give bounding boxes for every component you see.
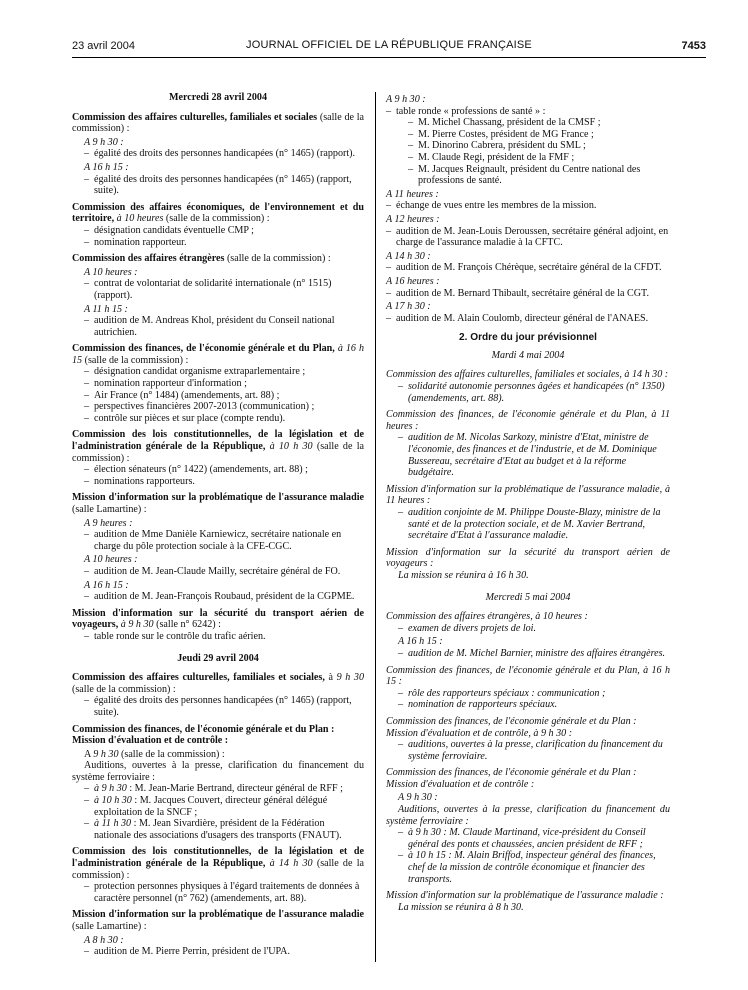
item-list bbox=[386, 688, 670, 711]
list-item: – élection sénateurs (n° 1422) (amendements, art. 88) ; bbox=[84, 464, 364, 476]
time-slot: A 11 h 15 : bbox=[84, 303, 128, 315]
time-slot: A 10 heures : bbox=[84, 266, 138, 278]
block-title: Commission des lois constitutionnelles, de la législation et de l'administration générale de la République, à 10 h 30 (salle de la commission) : bbox=[72, 429, 364, 464]
block-title: Mission d'information sur la problématique de l'assurance maladie (salle Lamartine) : bbox=[72, 909, 364, 932]
page-header bbox=[72, 36, 706, 56]
time-slot: A 16 heures : bbox=[386, 275, 440, 287]
list-item: – table ronde sur le contrôle du trafic aérien. bbox=[84, 631, 364, 643]
item-list bbox=[72, 148, 364, 160]
time-slot: A 14 h 30 : bbox=[386, 250, 431, 262]
item-list bbox=[72, 225, 364, 248]
item-list bbox=[72, 946, 364, 958]
section-heading: 2. Ordre du jour prévisionnel bbox=[459, 332, 597, 344]
item-list bbox=[386, 381, 670, 404]
list-item: – M. Pierre Costes, président de MG France ; bbox=[408, 129, 670, 141]
list-item: – audition de Mme Danièle Karniewicz, secrétaire nationale en charge du pôle protection sociale à la CFE-CGC. bbox=[84, 529, 364, 552]
block-title: Mission d'information sur la problématique de l'assurance maladie (salle Lamartine) : bbox=[72, 492, 364, 515]
agenda-block bbox=[72, 846, 364, 904]
list-item: – audition de M. Pierre Perrin, président de l'UPA. bbox=[84, 946, 364, 958]
list-item: – égalité des droits des personnes handicapées (n° 1465) (rapport, suite). bbox=[84, 174, 364, 197]
page-number: 7453 bbox=[681, 40, 706, 52]
block-title: Commission des affaires culturelles, familiales et sociales, à 14 h 30 : bbox=[386, 369, 669, 381]
item-list bbox=[386, 623, 670, 635]
item-list bbox=[386, 288, 670, 300]
agenda-block bbox=[72, 343, 364, 424]
item-list bbox=[72, 783, 364, 841]
list-item: – audition de M. Jean-Louis Deroussen, secrétaire général adjoint, en charge de l'assurance maladie à la CFTC. bbox=[386, 226, 670, 249]
item-list bbox=[72, 366, 364, 424]
note-text: La mission se réunira à 8 h 30. bbox=[398, 901, 524, 913]
list-item: – désignation candidats éventuelle CMP ; bbox=[84, 225, 364, 237]
time-slot: A 16 h 15 : bbox=[84, 161, 129, 173]
list-item: – échange de vues entre les membres de la mission. bbox=[386, 200, 670, 212]
agenda-block bbox=[386, 547, 670, 582]
agenda-block bbox=[72, 608, 364, 643]
time-slot: A 9 h 30 : bbox=[386, 94, 426, 105]
agenda-block bbox=[386, 767, 670, 885]
agenda-block bbox=[386, 409, 670, 479]
day-heading: Mercredi 5 mai 2004 bbox=[485, 591, 571, 603]
intro-text: Auditions, ouvertes à la presse, clarification du financement du système ferroviaire : bbox=[386, 804, 670, 827]
list-item: – à 9 h 30 : M. Jean-Marie Bertrand, directeur général de RFF ; bbox=[84, 783, 364, 795]
item-list bbox=[386, 262, 670, 274]
journal-title: JOURNAL OFFICIEL DE LA RÉPUBLIQUE FRANÇAISE bbox=[246, 39, 532, 51]
list-item: – protection personnes physiques à l'égard traitements de données à caractère personnel (n° 762) (amendements, art. 88). bbox=[84, 881, 364, 904]
agenda-block bbox=[72, 253, 364, 338]
block-title: Mission d'information sur la problématique de l'assurance maladie : bbox=[386, 890, 664, 902]
list-item: – égalité des droits des personnes handicapées (n° 1465) (rapport, suite). bbox=[84, 695, 364, 718]
agenda-block bbox=[72, 112, 364, 197]
list-item: – audition conjointe de M. Philippe Douste-Blazy, ministre de la santé et de la protection sociale, et de M. Xavier Bertrand, secrétaire d'Etat à l'assurance maladie. bbox=[398, 507, 670, 542]
time-slot: A 8 h 30 : bbox=[84, 934, 124, 946]
list-item: – audition de M. Andreas Khol, président du Conseil national autrichien. bbox=[84, 315, 364, 338]
time-slot: A 17 h 30 : bbox=[386, 301, 431, 313]
item-list bbox=[72, 591, 364, 603]
list-item: – audition de M. Michel Barnier, ministre des affaires étrangères. bbox=[398, 648, 670, 660]
time-slot: A 11 heures : bbox=[386, 188, 439, 200]
block-title: Commission des finances, de l'économie générale et du Plan, à 16 h 15 : bbox=[386, 664, 670, 688]
list-item: – table ronde « professions de santé » : bbox=[386, 106, 670, 118]
day-heading: Mardi 4 mai 2004 bbox=[491, 349, 565, 361]
item-list bbox=[386, 200, 670, 212]
block-title: Commission des affaires étrangères, à 10 heures : bbox=[386, 611, 588, 623]
list-item: – égalité des droits des personnes handicapées (n° 1465) (rapport). bbox=[84, 148, 364, 160]
list-item: – à 9 h 30 : M. Claude Martinand, vice-président du Conseil général des ponts et chaussées, ancien président de RFF ; bbox=[398, 827, 670, 850]
list-item: – Air France (n° 1484) (amendements, art. 88) ; bbox=[84, 390, 364, 402]
item-list bbox=[72, 566, 364, 578]
block-title: Commission des affaires culturelles, familiales et sociales (salle de la commission) : bbox=[72, 111, 364, 135]
left-column bbox=[72, 92, 364, 963]
item-list bbox=[386, 827, 670, 885]
list-item: – contrat de volontariat de solidarité internationale (n° 1515) (rapport). bbox=[84, 278, 364, 301]
item-list bbox=[72, 278, 364, 301]
list-item: – audition de M. Jean-Claude Mailly, secrétaire général de FO. bbox=[84, 566, 364, 578]
list-item: – M. Claude Regi, président de la FMF ; bbox=[408, 152, 670, 164]
item-list bbox=[386, 507, 670, 542]
list-item: – nominations rapporteurs. bbox=[84, 476, 364, 488]
agenda-block bbox=[386, 665, 670, 711]
list-item: – à 10 h 30 : M. Jacques Couvert, directeur général délégué exploitation de la SNCF ; bbox=[84, 795, 364, 818]
list-item: – M. Michel Chassang, président de la CMSF ; bbox=[408, 117, 670, 129]
time-slot: A 9 h 30 (salle de la commission) : bbox=[84, 748, 225, 760]
block-subtitle: Mission d'évaluation et de contrôle : bbox=[72, 735, 229, 747]
column-separator bbox=[375, 92, 376, 962]
agenda-block bbox=[386, 716, 670, 762]
block-title: Mission d'information sur la sécurité du transport aérien de voyageurs, à 9 h 30 (salle n° 6242) : bbox=[72, 607, 364, 631]
time-slot: A 10 heures : bbox=[84, 554, 138, 566]
block-title: Commission des affaires économiques, de l'environnement et du territoire, à 10 heures (salle de la commission) : bbox=[72, 201, 364, 225]
item-list bbox=[386, 106, 670, 118]
header-rule bbox=[72, 57, 706, 58]
item-list bbox=[386, 313, 670, 325]
block-title: Commission des lois constitutionnelles, de la législation et de l'administration générale de la République, à 14 h 30 (salle de la commission) : bbox=[72, 846, 364, 881]
day-heading: Jeudi 29 avril 2004 bbox=[177, 652, 259, 664]
agenda-block bbox=[72, 672, 364, 718]
block-title: Mission d'information sur la sécurité du transport aérien de voyageurs : bbox=[386, 546, 670, 570]
item-list bbox=[72, 881, 364, 904]
agenda-block bbox=[386, 484, 670, 542]
item-list bbox=[72, 631, 364, 643]
right-column bbox=[386, 92, 670, 918]
agenda-block bbox=[386, 611, 670, 659]
block-subtitle: Mission d'évaluation et de contrôle : bbox=[386, 778, 535, 790]
agenda-block bbox=[72, 909, 364, 957]
list-item: – contrôle sur pièces et sur place (compte rendu). bbox=[84, 413, 364, 425]
item-list bbox=[72, 174, 364, 197]
list-item: – auditions, ouvertes à la presse, clarification du financement du système ferroviaire. bbox=[398, 739, 670, 762]
time-slot: A 9 h 30 : bbox=[398, 792, 438, 804]
agenda-block bbox=[72, 202, 364, 248]
block-title: Commission des finances, de l'économie générale et du Plan, à 16 h 15 (salle de la commission) : bbox=[72, 343, 364, 366]
item-list bbox=[386, 648, 670, 660]
list-item: – M. Jacques Reignault, président du Centre national des professions de santé. bbox=[408, 164, 670, 187]
block-title: Commission des finances, de l'économie générale et du Plan, à 11 heures : bbox=[386, 409, 670, 432]
intro-text: Auditions, ouvertes à la presse, clarification du financement du système ferroviaire : bbox=[72, 760, 364, 783]
list-item: – nomination rapporteur d'information ; bbox=[84, 378, 364, 390]
list-item: – audition de M. Jean-François Roubaud, président de la CGPME. bbox=[84, 591, 364, 603]
block-title: Commission des finances, de l'économie générale et du Plan : bbox=[386, 767, 637, 779]
time-slot: A 12 heures : bbox=[386, 213, 440, 225]
agenda-block bbox=[386, 94, 670, 324]
note-text: La mission se réunira à 16 h 30. bbox=[398, 569, 529, 581]
agenda-block bbox=[72, 492, 364, 602]
list-item: – examen de divers projets de loi. bbox=[398, 623, 670, 635]
list-item: – audition de M. Nicolas Sarkozy, ministre d'Etat, ministre de l'économie, des finances et de l'industrie, et de M. Dominique Bussereau, secrétaire d'Etat au budget et à la réforme budgétaire. bbox=[398, 432, 670, 478]
agenda-block bbox=[386, 890, 670, 913]
agenda-block bbox=[72, 724, 364, 842]
list-item: – désignation candidat organisme extraparlementaire ; bbox=[84, 366, 364, 378]
block-title: Mission d'information sur la problématique de l'assurance maladie, à 11 heures : bbox=[386, 483, 670, 507]
item-list bbox=[386, 739, 670, 762]
list-item: – M. Dinorino Cabrera, président du SML ; bbox=[408, 140, 670, 152]
block-subtitle: Mission d'évaluation et de contrôle, à 9 h 30 : bbox=[386, 727, 573, 739]
agenda-block bbox=[386, 369, 670, 404]
list-item: – nomination de rapporteurs spéciaux. bbox=[398, 699, 670, 711]
time-slot: A 16 h 15 : bbox=[84, 579, 129, 591]
item-list bbox=[386, 226, 670, 249]
list-item: – rôle des rapporteurs spéciaux : communication ; bbox=[398, 688, 670, 700]
block-title: Commission des finances, de l'économie générale et du Plan : bbox=[386, 715, 637, 727]
time-slot: A 9 h 30 : bbox=[84, 136, 124, 148]
list-item: – audition de M. François Chérèque, secrétaire général de la CFDT. bbox=[386, 262, 670, 274]
day-heading: Mercredi 28 avril 2004 bbox=[168, 92, 267, 103]
sub-list bbox=[386, 117, 670, 187]
item-list bbox=[72, 464, 364, 487]
list-item: – audition de M. Bernard Thibault, secrétaire général de la CGT. bbox=[386, 288, 670, 300]
list-item: – perspectives financières 2007-2013 (communication) ; bbox=[84, 401, 364, 413]
header-date: 23 avril 2004 bbox=[72, 40, 135, 52]
item-list bbox=[72, 529, 364, 552]
item-list bbox=[72, 315, 364, 338]
time-slot: A 9 heures : bbox=[84, 517, 133, 529]
block-title: Commission des finances, de l'économie générale et du Plan : bbox=[72, 723, 335, 735]
time-slot: A 16 h 15 : bbox=[398, 636, 443, 648]
block-title: Commission des affaires étrangères (salle de la commission) : bbox=[72, 253, 331, 265]
agenda-block bbox=[72, 429, 364, 487]
block-title: Commission des affaires culturelles, familiales et sociales, à 9 h 30 (salle de la commission) : bbox=[72, 672, 365, 695]
list-item: – nomination rapporteur. bbox=[84, 237, 364, 249]
list-item: – audition de M. Alain Coulomb, directeur général de l'ANAES. bbox=[386, 313, 670, 325]
list-item: – à 10 h 15 : M. Alain Briffod, inspecteur général des finances, chef de la mission de contrôle économique et financier des transports. bbox=[398, 850, 670, 885]
list-item: – à 11 h 30 : M. Jean Sivardière, président de la Fédération nationale des associations d'usagers des transports (FNAUT). bbox=[84, 818, 364, 841]
item-list bbox=[386, 432, 670, 478]
list-item: – solidarité autonomie personnes âgées et handicapées (n° 1350) (amendements, art. 88). bbox=[398, 381, 670, 404]
item-list bbox=[72, 695, 364, 718]
